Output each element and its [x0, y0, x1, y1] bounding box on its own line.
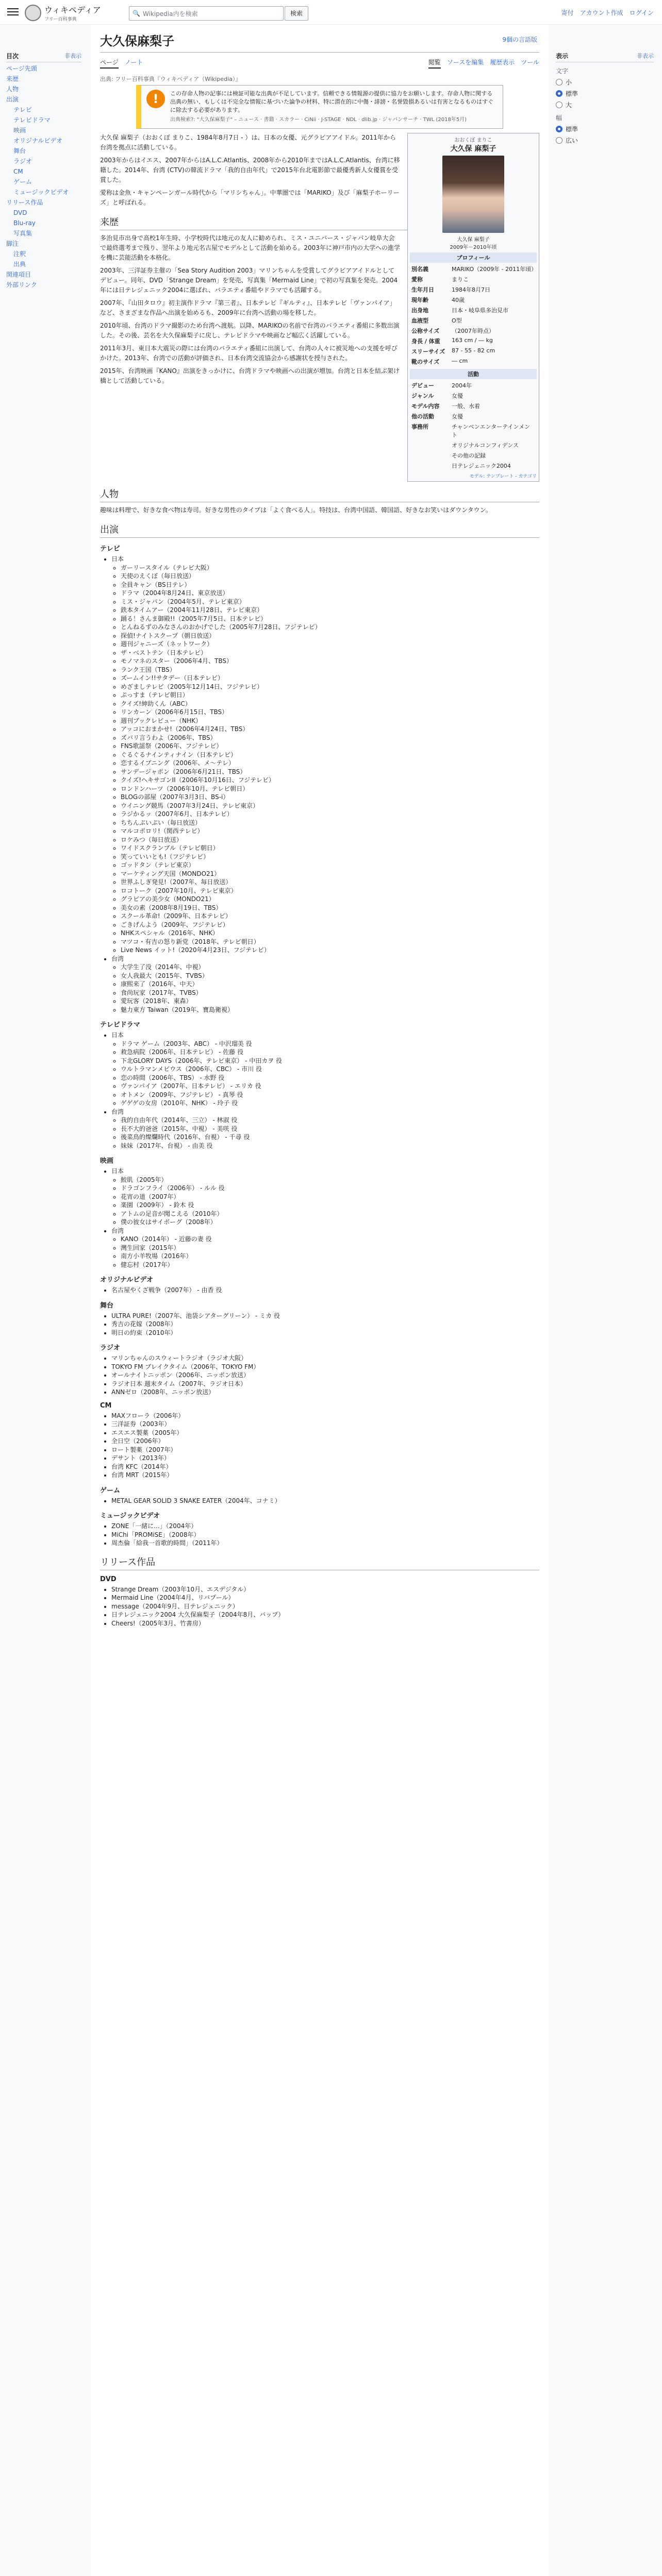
infobox-value: （2007年時点）: [452, 328, 494, 334]
source-line: 出典: フリー百科事典『ウィキペディア（Wikipedia）』: [100, 76, 241, 82]
infobox-row: [410, 284, 537, 295]
toc-item[interactable]: ラジオ: [13, 158, 32, 165]
radio-item: • オールナイトニッポン（2006年、ニッポン放送）: [111, 1371, 539, 1380]
infobox-key: ジャンル: [411, 393, 434, 399]
infobox-profile-table: [410, 264, 537, 367]
movie-item: ◦ アトムの足音が聞こえる（2010年）: [121, 1210, 539, 1218]
tv-item: ◦ ミス・ジャパン（2004年5月、テレビ東京）: [121, 598, 539, 606]
tv-item: ◦ クイズ!紳助くん（ABC）: [121, 700, 539, 708]
drama-item: ◦ 恋の時間（2006年、TBS） - 水野 役: [121, 1074, 539, 1082]
tv-item: ◦ 大学生了没（2014年、中視）: [121, 963, 539, 972]
heading-dvd: DVD: [100, 1575, 117, 1583]
tv-item: ◦ 全員キャン（BS日テレ）: [121, 581, 539, 589]
tv-item: ◦ アッコにおまかせ!（2006年4月24日、TBS）: [121, 725, 539, 734]
movie-item: ◦ ドラゴンフライ（2006年） - ルル 役: [121, 1184, 539, 1193]
tab-page[interactable]: ページ: [100, 58, 119, 69]
citation-notice: [136, 85, 503, 129]
site-logo[interactable]: [25, 4, 101, 22]
movie-item: ◦ KANO（2014年） - 近藤の妻 役: [121, 1235, 539, 1244]
tv-item: ◦ ランク王国（TBS）: [121, 666, 539, 674]
infobox-row: [410, 305, 537, 315]
tv-item: ◦ 天使のえくぼ（毎日放送）: [121, 572, 539, 581]
cm-item: • エスエス製薬（2005年）: [111, 1429, 539, 1437]
wikipedia-globe-icon: [25, 5, 41, 21]
language-selector[interactable]: 9個の言語版: [502, 36, 537, 43]
create-account-link[interactable]: アカウント作成: [580, 9, 623, 16]
infobox-row: [410, 380, 537, 391]
dvd-item: • 日テレジェニック2004 大久保麻梨子（2004年8月、バップ）: [111, 1611, 539, 1619]
infobox-key: 愛称: [411, 276, 423, 283]
heading-history: 来歴: [100, 215, 539, 230]
toc-item[interactable]: Blu-ray: [13, 219, 36, 227]
heading-drama: テレビドラマ: [100, 1021, 140, 1029]
infobox-row: [410, 440, 537, 450]
tv-item: ◦ ロンドンハーツ（2006年10月、テレビ朝日）: [121, 785, 539, 793]
toc-item[interactable]: 人物: [6, 86, 19, 93]
infobox-key: [410, 461, 450, 471]
tv-item: ◦ ワイドスクランブル（テレビ朝日）: [121, 844, 539, 853]
notice-text: この存命人物の記事には検証可能な出典が不足しています。信頼できる情報源の提供に協力をお願いします。存命人物に関する出典の無い、もしくは不完全な情報に基づいた論争の材料、特に潜在的に中傷・誹謗・名誉毀損あるいは有害となるものはすぐに除去する必要があります。: [170, 90, 493, 113]
tv-item: ◦ ぷっすま（テレビ朝日）: [121, 691, 539, 700]
drama-item: ◦ 妹妹（2017年、台視） - 由美 役: [121, 1142, 539, 1150]
tv-item: ◦ ガーリースタイル（テレビ大阪）: [121, 564, 539, 572]
drama-item: ◦ 下北GLORY DAYS（2006年、テレビ東京） - 中田カヲ 役: [121, 1057, 539, 1065]
infobox-key: 靴のサイズ: [411, 359, 440, 365]
radio-list: [100, 1354, 539, 1397]
infobox-key: 別名義: [411, 266, 428, 273]
stage-item: • 秀吉の花嫁（2008年）: [111, 1320, 539, 1329]
notice-search-links: 出典検索?: "大久保麻梨子" – ニュース · 書籍 · スカラー · CiNii · J-STAGE · NDL · dlib.jp · ジャパンサーチ · TWL (2018年5月): [170, 117, 467, 123]
search-button[interactable]: 検索: [285, 6, 308, 21]
toc-title: 目次: [6, 53, 19, 60]
infobox-row: [410, 315, 537, 326]
search-input[interactable]: [129, 6, 284, 21]
infobox-value: 163 cm / ― kg: [452, 337, 493, 344]
infobox-value: 87 - 55 - 82 cm: [452, 347, 495, 354]
stage-item: • ULTRA PURE!（2007年、池袋シアターグリーン） - ミカ 役: [111, 1312, 539, 1320]
logo-subtitle: フリー百科事典: [44, 17, 77, 22]
width-standard-radio[interactable]: 標準: [556, 125, 654, 133]
tv-item: ◦ 踊る！さんま御殿!!（2005年7月5日、日本テレビ）: [121, 615, 539, 623]
toc-item[interactable]: ページ先頭: [6, 65, 37, 72]
radio-item: • ラジオ日本 週末タイム（2007年、ラジオ日本）: [111, 1380, 539, 1388]
radio-item: • マリンちゃんのスウィートラジオ（ラジオ大阪）: [111, 1354, 539, 1363]
infobox-key: [410, 450, 450, 461]
infobox-value: ― cm: [452, 358, 468, 364]
infobox-row: [410, 461, 537, 471]
tv-item: ◦ ラジかるッ（2007年6月、日本テレビ）: [121, 810, 539, 819]
tv-item: ◦ ちちんぷいぷい（毎日放送）: [121, 819, 539, 827]
infobox-kana: おおくぼ まりこ: [454, 138, 492, 143]
infobox-value: まりこ: [452, 276, 469, 283]
toc-item[interactable]: 出演: [6, 96, 19, 103]
toc-item[interactable]: 外部リンク: [6, 281, 37, 289]
text-standard-radio[interactable]: 標準: [556, 89, 654, 98]
tv-item: ◦ グラビアの美少女（MONDO21）: [121, 895, 539, 904]
page-title: 大久保麻梨子: [100, 31, 539, 53]
main-menu-icon[interactable]: [7, 6, 19, 18]
article: [91, 25, 549, 2576]
history-paragraph: 2007年、『山田タロウ』初主演作ドラマ『第三者』、日本テレビ『ギルティ』、日本テレビ「ヴァンパイア」など、さまざまな作品へ出演を始めるも、2009年に台湾へ活動の場を移した。: [100, 299, 396, 316]
tv-item: ◦ Live News イット!（2020年4月23日、フジテレビ）: [121, 946, 539, 955]
dvd-item: • Mermaid Line（2004年4月、リバプール）: [111, 1594, 539, 1602]
toc-items: [6, 65, 81, 289]
tv-item: ◦ BLOGの部屋（2007年3月3日、BS-i）: [121, 793, 539, 802]
infobox-value: 40歳: [452, 297, 465, 303]
profile-photo[interactable]: [442, 156, 504, 233]
drama-item: ◦ 我的自由年代（2014年、三立） - 林淑 役: [121, 1116, 539, 1125]
infobox-section-profile: プロフィール: [410, 252, 537, 263]
toc-item[interactable]: 出典: [13, 261, 26, 268]
tab-edit-source[interactable]: ソースを編集: [446, 59, 484, 66]
appearance-hide-button[interactable]: 非表示: [637, 53, 654, 59]
heading-movie: 映画: [100, 1157, 114, 1165]
radio-item: • ANNゼロ（2008年、ニッポン放送）: [111, 1388, 539, 1397]
appearance-panel: [556, 52, 654, 147]
infobox-value: 女優: [452, 393, 463, 399]
tv-item: ◦ 魅力東方 Taiwan（2019年、寶島衛視）: [121, 1006, 539, 1014]
movie-item: ◦ 僕の彼女はサイボーグ（2008年）: [121, 1218, 539, 1227]
tv-item: ◦ クイズ!ヘキサゴンII（2006年10月16日、フジテレビ）: [121, 776, 539, 785]
tv-item: ◦ マルコポロリ!（関西テレビ）: [121, 827, 539, 836]
infobox-key: 他の活動: [411, 413, 434, 420]
top-header: [0, 0, 662, 25]
infobox-key: 出身地: [411, 307, 428, 314]
tv-item: ◦ 恋するイブニング（2006年、メ～テレ）: [121, 759, 539, 768]
infobox-row: [410, 401, 537, 411]
movie-item: ◦ 灣生回家（2015年）: [121, 1244, 539, 1252]
tv-item: ◦ 週刊ブックレビュー（NHK）: [121, 717, 539, 725]
cm-item: • 台湾 MRT（2015年）: [111, 1471, 539, 1480]
movie-list: • 日本 ◦ 鮫肌（2005年） ◦ ドラゴンフライ（2006年） - ルル 役 ◦ 花宵の道（2007年） ◦ 楽園（2009年） - 鈴木 役 ◦ アトムの足音が聞こえる（2010年） ◦ 僕の彼女はサイボーグ（2008年） • 台湾 ◦ KANO（2014年） - 近藤の妻 役 ◦ 灣生回家（2015年） ◦ 南方小羊牧場（2016年） ◦ 健忘村（2017年）: [100, 1167, 539, 1269]
infobox-row: [410, 274, 537, 284]
game-list: [100, 1497, 539, 1505]
stage-item: • 明日の約束（2010年）: [111, 1329, 539, 1337]
tv-item: ◦ 探偵!ナイトスクープ（朝日放送）: [121, 632, 539, 640]
cm-list: [100, 1412, 539, 1480]
tab-read[interactable]: 閲覧: [428, 58, 441, 69]
drama-item: ◦ オトメン（2009年、フジテレビ） - 真琴 役: [121, 1091, 539, 1099]
toc-item[interactable]: ミュージックビデオ: [13, 189, 69, 196]
warning-icon: !: [146, 90, 165, 108]
infobox-key: モデル内容: [411, 403, 440, 410]
heading-mv: ミュージックビデオ: [100, 1512, 160, 1520]
logo-title: ウィキペディア: [44, 5, 101, 15]
heading-cm: CM: [100, 1401, 112, 1410]
tv-item: ◦ ズバリ言うわよ（2006年、TBS）: [121, 734, 539, 742]
video-item: • 名古屋やくざ戦争（2007年） - 由香 役: [111, 1286, 539, 1295]
radio-item: • TOKYO FM ブレイクタイム（2006年、TOKYO FM）: [111, 1363, 539, 1371]
dvd-item: • Strange Dream（2003年10月、エスデジタル）: [111, 1585, 539, 1594]
tab-history[interactable]: 履歴表示: [490, 59, 515, 66]
toc-item[interactable]: 注釈: [13, 250, 26, 258]
toc-item[interactable]: 脚注: [6, 240, 19, 247]
heading-works: 出演: [100, 522, 539, 538]
tv-item: ◦ モノマネのスター（2006年4月、TBS）: [121, 657, 539, 666]
infobox-key: 公称サイズ: [411, 328, 440, 334]
intro-paragraph: 愛称は金魚・キャンペーンガール時代から「マリシちゃん」。中華圏では「MARIKO」及び「麻梨子ホーリーズ」と呼ばれる。: [100, 189, 400, 206]
tv-item: ◦ 女人我最大（2015年、TVBS）: [121, 972, 539, 980]
toc-item[interactable]: 関連項目: [6, 271, 31, 278]
history-paragraph: 2003年、三洋証券主催の「Sea Story Audition 2003」マリンちゃんを受賞してグラビアアイドルとしてデビュー。同年、DVD「Strange Dream」を発売、写真集「Mermaid Line」で初の写真集を発売。2004年には日テレジェニック2004に選ばれ、バラエティ番組やドラマでも活躍する。: [100, 267, 398, 294]
search-icon: 🔍: [133, 10, 140, 17]
tv-list: • 日本 ◦ ガーリースタイル（テレビ大阪） ◦ 天使のえくぼ（毎日放送） ◦ 全員キャン（BS日テレ） ◦ ドラマ（2004年8月24日、東京放送） ◦ ミス・ジャパン（2004年5月、テレビ東京） ◦ 鉄本タイムアー（2004年11月28日、テレビ東京） ◦ 踊る！さんま御殿!!（2005年7月5日、日本テレビ） ◦ とんねるずのみなさんのおかげでした（2005年7月28日、フジテレビ） ◦ 探偵!ナイトスクープ（朝日放送） ◦ 週刊ジャニーズ（ネットワーク） ◦ ザ・ベストテン（日本テレビ） ◦ モノマネのスター（2006年4月、TBS） ◦ ランク王国（TBS） ◦ ズームイン!!サタデー（日本テレビ） ◦ めざましテレビ（2005年12月14日、フジテレビ） ◦ ぷっすま（テレビ朝日） ◦ クイズ!紳助くん（ABC） ◦ リンカーン（2006年6月15日、TBS） ◦ 週刊ブックレビュー（NHK） ◦ アッコにおまかせ!（2006年4月24日、TBS） ◦ ズバリ言うわよ（2006年、TBS） ◦ FNS歌謡祭（2006年、フジテレビ） ◦ ぐるぐるナインティナイン（日本テレビ） ◦ 恋するイブニング（2006年、メ～テレ） ◦ サンデージャポン（2006年6月21日、TBS） ◦ クイズ!ヘキサゴンII（2006年10月16日、フジテレビ） ◦ ロンドンハーツ（2006年10月、テレビ朝日） ◦ BLOGの部屋（2007年3月3日、BS-i） ◦ ウイニング競馬（2007年3月24日、テレビ東京） ◦ ラジかるッ（2007年6月、日本テレビ） ◦ ちちんぷいぷい（毎日放送） ◦ マルコポロリ!（関西テレビ） ◦ ロケみつ（毎日放送） ◦ ワイドスクランブル（テレビ朝日） ◦ 笑っていいとも!（フジテレビ） ◦ ゴッドタン（テレビ東京） ◦ マーケティング天国（MONDO21） ◦ 世界ふしぎ発見!（2007年、毎日放送） ◦ ロコトーク（2007年10月、テレビ東京） ◦ グラビアの美少女（MONDO21） ◦ 美女の素（2008年8月19日、TBS） ◦ スクール革命!（2009年、日本テレビ） ◦ ごきげんよう（2009年、フジテレビ） ◦ NHKスペシャル（2016年、NHK） ◦ マツコ・有吉の怒り新党（2018年、テレビ朝日） ◦ Live News イット!（2020年4月23日、フジテレビ） • 台湾 ◦ 大学生了没（2014年、中視） ◦ 女人我最大（2015年、TVBS） ◦ 康熙来了（2016年、中天） ◦ 食尚玩家（2017年、TVBS） ◦ 愛玩客（2018年、東森） ◦ 魅力東方 Taiwan（2019年、寶島衛視）: [100, 555, 539, 1014]
toc-item[interactable]: 映画: [13, 127, 26, 134]
mv-list: [100, 1522, 539, 1548]
infobox-value: 女優: [452, 413, 463, 420]
tv-item: ◦ サンデージャポン（2006年6月21日、TBS）: [121, 768, 539, 776]
tv-item: ◦ ぐるぐるナインティナイン（日本テレビ）: [121, 751, 539, 759]
intro-paragraph: 大久保 麻梨子（おおくぼ まりこ、1984年8月7日 - ）は、日本の女優、元グラビアアイドル。2011年から台湾を拠点に活動している。: [100, 134, 396, 151]
toc-item[interactable]: オリジナルビデオ: [13, 137, 63, 144]
infobox-footer[interactable]: モデル: テンプレート - カテゴリ: [469, 474, 537, 479]
tv-item: ◦ ごきげんよう（2009年、フジテレビ）: [121, 921, 539, 929]
text-large-radio[interactable]: 大: [556, 100, 654, 109]
infobox-key: 生年月日: [411, 286, 434, 293]
infobox-name: 大久保 麻梨子: [450, 145, 496, 153]
infobox-row: [410, 450, 537, 461]
infobox-key: [410, 440, 450, 450]
infobox-row: [410, 421, 537, 440]
history-paragraph: 2015年、台湾映画『KANO』出演をきっかけに、台湾ドラマや映画への出演が増加。台湾と日本を結ぶ架け橋として活動している。: [100, 367, 400, 384]
video-list: [100, 1286, 539, 1295]
drama-item: ◦ 救急病院（2006年、日本テレビ） - 佐藤 役: [121, 1048, 539, 1057]
tv-item: ◦ ロコトーク（2007年10月、テレビ東京）: [121, 887, 539, 895]
dvd-item: • message（2004年9月、日テレジェニック）: [111, 1602, 539, 1611]
infobox-value: オリジナルコンフィデンス: [452, 442, 519, 449]
infobox-row: [410, 357, 537, 367]
infobox-value: 2004年: [452, 382, 472, 389]
login-link[interactable]: ログイン: [629, 9, 654, 16]
history-paragraph: 2011年3月、東日本大震災の際には台湾のバラエティ番組に出演して、台湾の人々に被災地への支援を呼びかけた。2013年、台湾での活動が評価され、日本台湾交流協会から感謝状を授与された。: [100, 345, 398, 362]
infobox-value: 日本・岐阜県多治見市: [452, 307, 508, 314]
infobox-key: 血液型: [411, 317, 428, 324]
history-paragraph: 2010年頃、台湾のドラマ撮影のため台湾へ渡航。以降、MARIKOの名前で台湾のバラエティ番組に多数出演した。その後、芸名を大久保麻梨子に戻し、テレビドラマや映画など幅広く活躍している。: [100, 322, 400, 339]
tv-item: ◦ ウイニング競馬（2007年3月24日、テレビ東京）: [121, 802, 539, 810]
infobox-row: [410, 391, 537, 401]
infobox-row: [410, 264, 537, 274]
heading-video: オリジナルビデオ: [100, 1276, 154, 1284]
tv-item: ◦ 笑っていいとも!（フジテレビ）: [121, 853, 539, 861]
tv-item: ◦ 鉄本タイムアー（2004年11月28日、テレビ東京）: [121, 606, 539, 615]
width-label: 幅: [556, 114, 562, 122]
tv-item: ◦ 愛玩客（2018年、東森）: [121, 997, 539, 1006]
mv-item: • 周杰倫「給我一首歌的時間」（2011年）: [111, 1539, 539, 1548]
heading-person: 人物: [100, 487, 539, 502]
infobox-value: MARIKO（2009年 - 2011年頃）: [452, 266, 537, 273]
infobox-value: O型: [452, 317, 462, 324]
page-tabs: [100, 56, 539, 71]
history-paragraph: 多治見市出身で高校1年生時、小学校時代は地元の友人に勧められ、ミス・ユニバース・ジャパン岐阜大会で最終選考まで残り、翌年より地元名古屋でモデルとして活動を始める。2003年に神戸市内の大学への進学を機に芸能活動を本格化。: [100, 234, 400, 261]
infobox-row: [410, 336, 537, 346]
tv-item: ◦ めざましテレビ（2005年12月14日、フジテレビ）: [121, 683, 539, 691]
tv-item: ◦ とんねるずのみなさんのおかげでした（2005年7月28日、フジテレビ）: [121, 623, 539, 632]
infobox-row: [410, 295, 537, 305]
width-wide-radio[interactable]: 広い: [556, 136, 654, 145]
infobox-section-activity: 活動: [410, 369, 537, 379]
infobox-row: [410, 411, 537, 421]
photo-caption: 大久保 麻梨子 2009年－2010年頃: [450, 237, 497, 250]
drama-item: ◦ 長不大的爸爸（2015年、中視） - 美咲 役: [121, 1125, 539, 1133]
tv-item: ◦ スクール革命!（2009年、日本テレビ）: [121, 912, 539, 921]
tab-talk[interactable]: ノート: [124, 59, 143, 66]
tv-item: ◦ マツコ・有吉の怒り新党（2018年、テレビ朝日）: [121, 938, 539, 946]
toc-item[interactable]: リリース作品: [6, 199, 43, 206]
person-paragraph: 趣味は料理で、好きな食べ物は寿司。好きな男性のタイプは「よく食べる人」。特技は、台湾中国語、韓国語、好きなお笑いはダウンタウン。: [100, 506, 492, 514]
heading-radio: ラジオ: [100, 1344, 121, 1352]
infobox-value: 一般、水着: [452, 403, 480, 410]
toc-item[interactable]: 来歴: [6, 75, 19, 82]
cm-item: • 三洋証券（2003年）: [111, 1420, 539, 1429]
toc-item[interactable]: 写真集: [13, 230, 32, 237]
infobox: [407, 133, 539, 482]
dvd-item: • Cheers!（2005年3月、竹書房）: [111, 1619, 539, 1628]
toc-item[interactable]: DVD: [13, 209, 27, 216]
movie-item: ◦ 健忘村（2017年）: [121, 1261, 539, 1269]
toc-item[interactable]: テレビドラマ: [13, 116, 51, 124]
stage-list: [100, 1312, 539, 1337]
infobox-key: 事務所: [411, 423, 428, 430]
toc-item[interactable]: CM: [13, 168, 23, 175]
cm-item: • デサント（2013年）: [111, 1454, 539, 1463]
infobox-value: 日テレジェニック2004: [452, 463, 511, 469]
table-of-contents: [6, 52, 81, 292]
tv-item: ◦ リンカーン（2006年6月15日、TBS）: [121, 708, 539, 717]
cm-item: • 台湾 KFC（2014年）: [111, 1463, 539, 1471]
toc-hide-button[interactable]: 非表示: [64, 53, 81, 59]
infobox-activity-table: [410, 380, 537, 471]
infobox-key: デビュー: [411, 382, 434, 389]
donate-link[interactable]: 寄付: [561, 9, 574, 16]
infobox-value: 1984年8月7日: [452, 286, 490, 293]
heading-tv: テレビ: [100, 545, 120, 553]
tv-item: ◦ ザ・ベストテン（日本テレビ）: [121, 649, 539, 657]
tv-item: ◦ NHKスペシャル（2016年、NHK）: [121, 929, 539, 938]
infobox-key: 身長 / 体重: [411, 338, 440, 345]
text-small-radio[interactable]: 小: [556, 78, 654, 87]
heading-stage: 舞台: [100, 1301, 114, 1310]
search-placeholder: Wikipedia内を検索: [142, 10, 198, 18]
tv-item: ◦ 週刊ジャニーズ（ネットワーク）: [121, 640, 539, 649]
user-links: [561, 8, 654, 17]
drama-item: ◦ ウルトラマンメビウス（2006年、CBC） - 市川 役: [121, 1065, 539, 1074]
infobox-row: [410, 346, 537, 357]
movie-item: ◦ 鮫肌（2005年）: [121, 1176, 539, 1184]
tv-item: ◦ ゴッドタン（テレビ東京）: [121, 861, 539, 870]
cm-item: • 全日空（2006年）: [111, 1437, 539, 1446]
toc-item[interactable]: テレビ: [13, 106, 32, 113]
drama-item: ◦ ヴァンパイア（2007年、日本テレビ） - エリカ 役: [121, 1082, 539, 1091]
tab-tools[interactable]: ツール: [521, 59, 539, 66]
infobox-key: 現年齢: [411, 297, 428, 303]
heading-game: ゲーム: [100, 1486, 121, 1495]
mv-item: • ZONE「一緒に...」（2004年）: [111, 1522, 539, 1531]
mv-item: • MiChi「PROMiSE」（2008年）: [111, 1531, 539, 1539]
drama-item: ◦ 後菜鳥的燦爛時代（2016年、台視） - 千尋 役: [121, 1133, 539, 1142]
toc-header: [6, 52, 81, 62]
tv-item: ◦ ズームイン!!サタデー（日本テレビ）: [121, 674, 539, 683]
tv-item: ◦ ロケみつ（毎日放送）: [121, 836, 539, 844]
movie-item: ◦ 楽園（2009年） - 鈴木 役: [121, 1201, 539, 1210]
infobox-row: [410, 326, 537, 336]
cm-item: • ロート製薬（2007年）: [111, 1446, 539, 1454]
tv-item: ◦ 世界ふしぎ発見!（2007年、毎日放送）: [121, 878, 539, 887]
tv-item: ◦ 美女の素（2008年8月19日、TBS）: [121, 904, 539, 912]
infobox-key: スリーサイズ: [411, 348, 445, 355]
tv-item: ◦ FNS歌謡祭（2006年、フジテレビ）: [121, 742, 539, 751]
movie-item: ◦ 花宵の道（2007年）: [121, 1193, 539, 1201]
toc-item[interactable]: 舞台: [13, 147, 26, 155]
tv-item: ◦ 康熙来了（2016年、中天）: [121, 980, 539, 989]
game-item: • METAL GEAR SOLID 3 SNAKE EATER（2004年、コナミ）: [111, 1497, 539, 1505]
drama-item: ◦ ドラマ ゲーム（2003年、ABC） - 中沢瑠美 役: [121, 1040, 539, 1048]
movie-item: ◦ 南方小羊牧場（2016年）: [121, 1252, 539, 1261]
appearance-header: 表示 非表示: [556, 52, 654, 62]
tv-item: ◦ マーケティング天国（MONDO21）: [121, 870, 539, 878]
drama-item: ◦ ゲゲゲの女房（2010年、NHK） - 玲子 役: [121, 1099, 539, 1108]
drama-list: • 日本 ◦ ドラマ ゲーム（2003年、ABC） - 中沢瑠美 役 ◦ 救急病院（2006年、日本テレビ） - 佐藤 役 ◦ 下北GLORY DAYS（2006年、テレビ東京） - 中田カヲ 役 ◦ ウルトラマンメビウス（2006年、CBC） - 市川 役 ◦ 恋の時間（2006年、TBS） - 水野 役 ◦ ヴァンパイア（2007年、日本テレビ） - エリカ 役 ◦ オトメン（2009年、フジテレビ） - 真琴 役 ◦ ゲゲゲの女房（2010年、NHK） - 玲子 役 • 台湾 ◦ 我的自由年代（2014年、三立） - 林淑 役 ◦ 長不大的爸爸（2015年、中視） - 美咲 役 ◦ 後菜鳥的燦爛時代（2016年、台視） - 千尋 役 ◦ 妹妹（2017年、台視） - 由美 役: [100, 1031, 539, 1150]
dvd-list: [100, 1585, 539, 1628]
cm-item: • MAXフローラ（2006年）: [111, 1412, 539, 1420]
intro-paragraph: 2003年からはイエス、2007年からはA.L.C.Atlantis、2008年から2010年まではA.L.C.Atlantis、台湾に移籍した。2014年、台湾 (CTV)の韓流ドラマ「我的自由年代」で2015年台北電影節で最優秀新人女優賞を受賞した。: [100, 157, 400, 183]
infobox-value: チャンベンエンターテインメント: [452, 423, 531, 438]
toc-item[interactable]: ゲーム: [13, 178, 32, 185]
heading-release: リリース作品: [100, 1555, 539, 1570]
text-size-label: 文字: [556, 67, 569, 75]
infobox-value: その他の記録: [452, 452, 486, 459]
tv-item: ◦ 食尚玩家（2017年、TVBS）: [121, 989, 539, 997]
tv-item: ◦ ドラマ（2004年8月24日、東京放送）: [121, 589, 539, 598]
